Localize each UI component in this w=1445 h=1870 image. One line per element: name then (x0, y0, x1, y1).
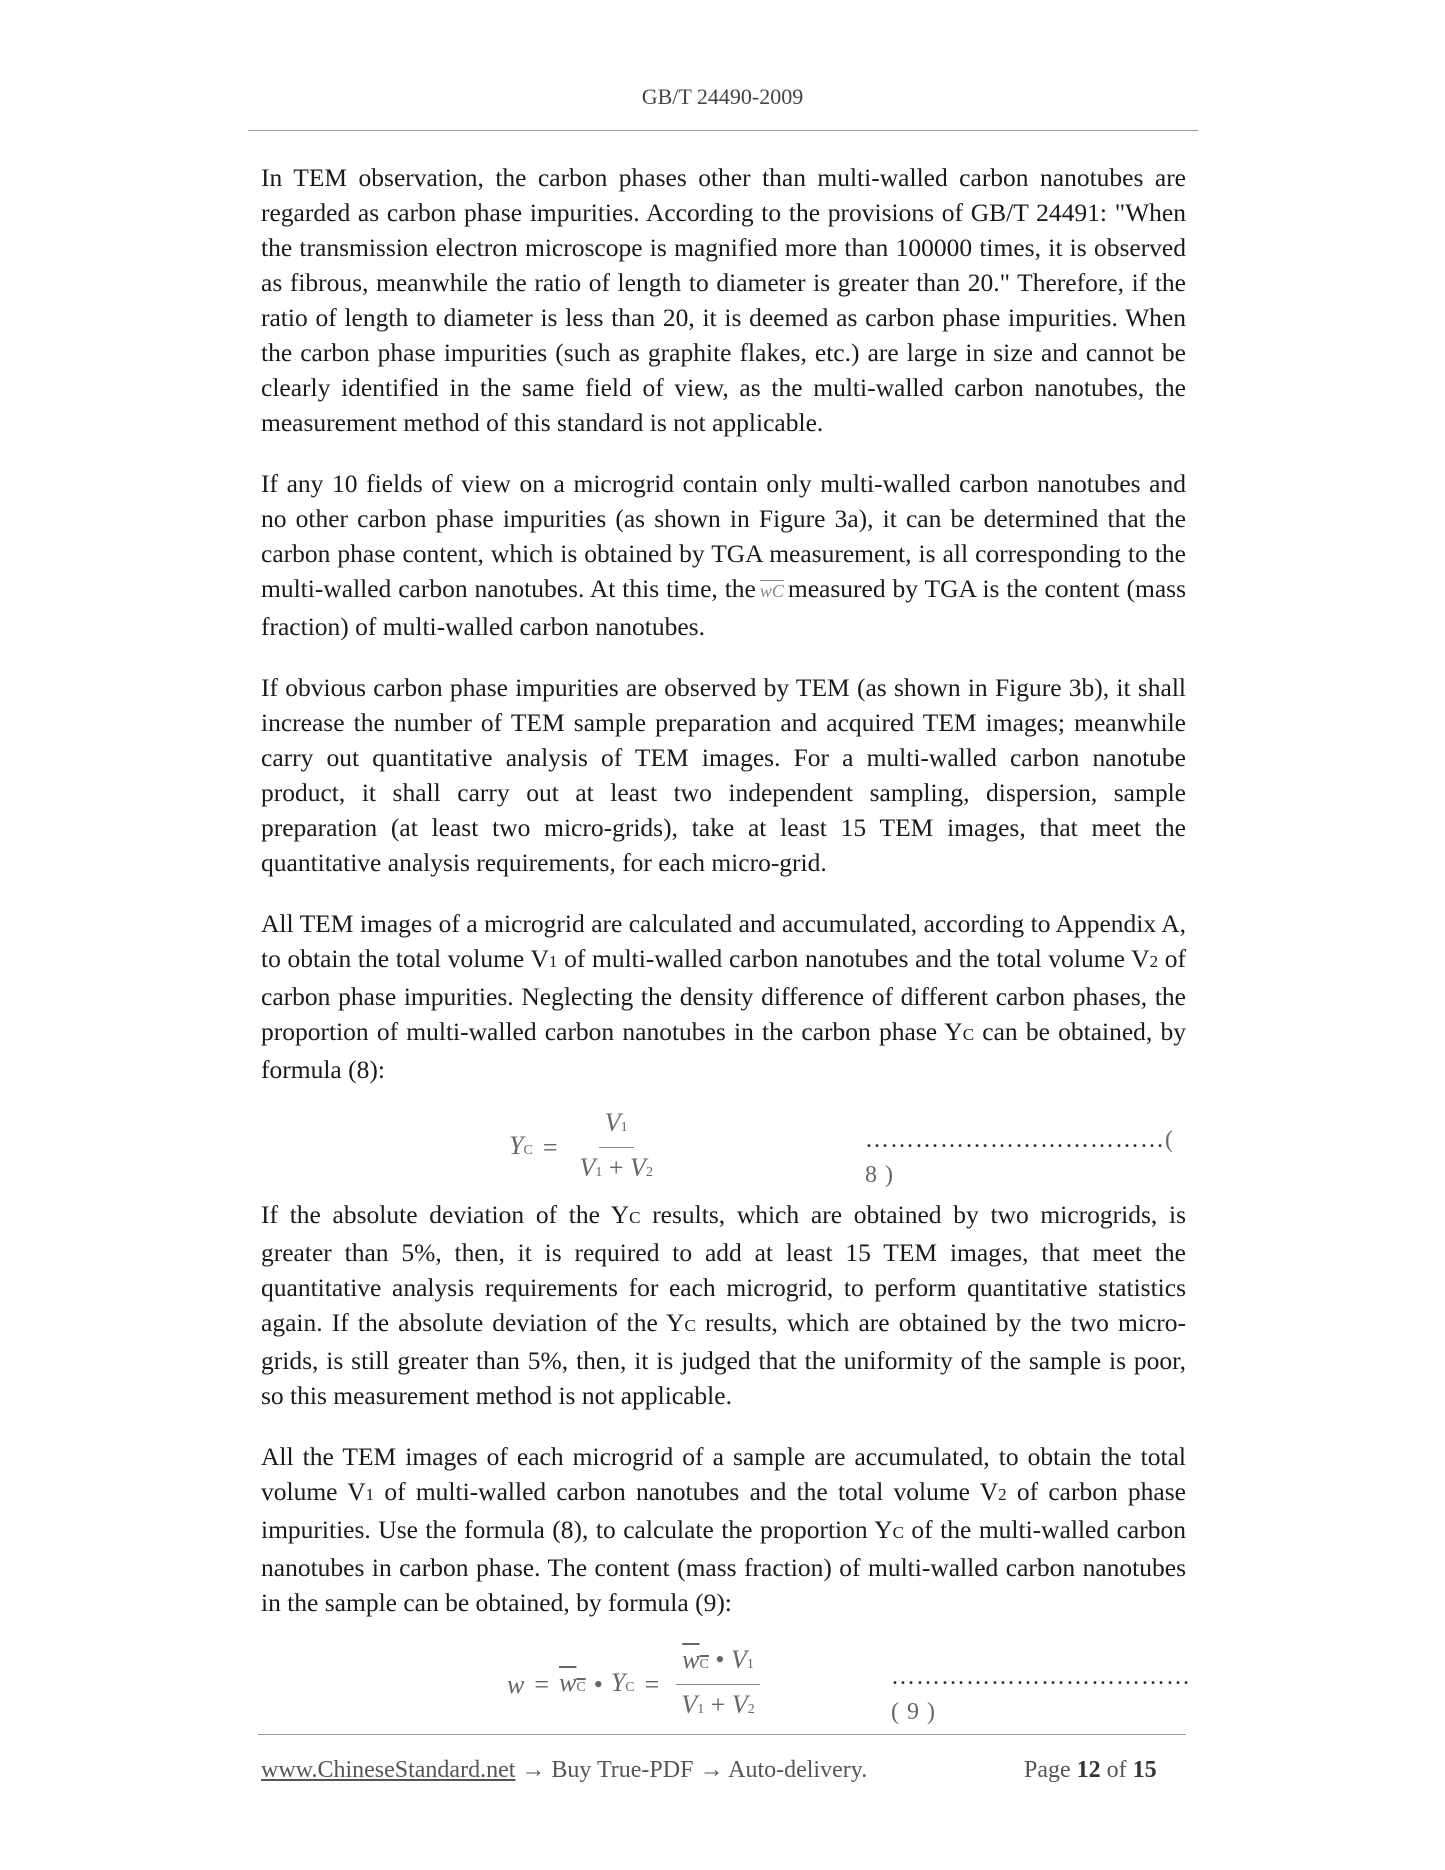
subscript: 2 (998, 1485, 1007, 1504)
subscript: 1 (746, 1657, 754, 1672)
symbol-w: w (507, 1670, 525, 1699)
paragraph-5-text-a: If the absolute deviation of the Y (261, 1200, 630, 1229)
formula-9-row (261, 1642, 1191, 1725)
footer-promo-text: → Buy True-PDF → Auto-delivery. (515, 1757, 868, 1783)
paragraph-5-text-b: results, which are obtained by two microgrids, is greater than 5%, then, it is required to add at least 15 TEM images, that meet the quantitative analysis requirements for each microgrid, to perform quantitative statistics again. If the absolute deviation of the Y (261, 1200, 1186, 1337)
subscript: C (576, 1679, 586, 1695)
dot-leader: ……………………………… (891, 1664, 1191, 1690)
footer-rule (258, 1734, 1186, 1735)
formula-8 (509, 1105, 665, 1190)
equals-sign: = (644, 1670, 660, 1699)
paragraph-4-text-c: of carbon phase impurities. Neglecting the density difference of different carbon phases, the proportion of multi-walled carbon nanotubes in the carbon phase Y (261, 944, 1186, 1046)
equals-sign: = (534, 1670, 550, 1699)
dot-leader: ……………………………… (865, 1127, 1165, 1153)
document-body (261, 160, 1191, 1734)
page-number (1024, 1757, 1157, 1784)
dot-operator: • (593, 1670, 603, 1699)
paragraph-4-text-b: of multi-walled carbon nanotubes and the total volume V (557, 944, 1150, 973)
wc-bar (559, 1665, 586, 1705)
fraction-numerator (599, 1105, 634, 1148)
symbol-w: w (682, 1645, 700, 1674)
paragraph-2 (261, 466, 1186, 644)
subscript: C (523, 1142, 533, 1158)
paragraph-5 (261, 1197, 1186, 1413)
paragraph-4-text-d: can be obtained, by formula (8): (261, 1017, 1186, 1084)
subscript: 2 (1149, 952, 1159, 971)
formula-9 (507, 1642, 767, 1727)
subscript: 2 (747, 1702, 755, 1717)
paragraph-6-text-a: All the TEM images of each microgrid of a sample are accumulated, to obtain the total volume V (261, 1442, 1186, 1506)
fraction-denominator (573, 1148, 658, 1190)
wc-bar (682, 1645, 709, 1674)
wc-symbol: $\overline{wC}$ (759, 581, 784, 601)
paragraph-5-text-c: results, which are obtained by the two micro-grids, is still greater than 5%, then, it is judged that the uniformity of the sample is poor, so this measurement method is not applicable. (261, 1308, 1186, 1410)
symbol-y: Y (610, 1667, 626, 1697)
symbol-v: V (604, 1108, 621, 1137)
of-label: of (1100, 1757, 1133, 1783)
formula-8-row (261, 1105, 1186, 1188)
page-label: Page (1024, 1757, 1077, 1783)
fraction (675, 1642, 760, 1727)
formula-8-lhs (509, 1128, 533, 1168)
formula-8-number (865, 1123, 1186, 1193)
total-pages: 15 (1132, 1757, 1157, 1783)
subscript: C (629, 1208, 641, 1227)
paragraph-4-text-a: All TEM images of a microgrid are calculated and accumulated, according to Appendix A, to obtain the total volume V (261, 909, 1186, 973)
yc (611, 1665, 635, 1705)
symbol-y: Y (509, 1130, 524, 1160)
paragraph-3: If obvious carbon phase impurities are observed by TEM (as shown in Figure 3b), it shall increase the number of TEM sample preparation and acquired TEM images; meanwhile carry out quantitative analysis of TEM images. For a multi-walled carbon nanotube product, it shall carry out at least two independent sampling, dispersion, sample preparation (at least two micro-grids), take at least 15 TEM images, that meet the quantitative analysis requirements, for each micro-grid. (261, 673, 1186, 877)
header-rule (248, 130, 1198, 131)
fraction-numerator (676, 1642, 760, 1685)
symbol-v: V (579, 1153, 596, 1182)
website-link[interactable]: www.ChineseStandard.net (261, 1757, 516, 1783)
symbol-v: V (630, 1153, 646, 1182)
fraction (573, 1105, 658, 1190)
plus-sign: + (704, 1690, 732, 1719)
footer-promo (261, 1757, 867, 1784)
symbol-v: V (731, 1690, 748, 1719)
page-header: GB/T 24490-2009 (641, 84, 804, 109)
plus-sign: + (602, 1153, 631, 1182)
subscript: C (962, 1025, 975, 1044)
subscript: C (699, 1657, 709, 1672)
dot-operator: • (708, 1645, 731, 1674)
paragraph-2-text-b: measured by TGA is the content (mass fraction) of multi-walled carbon nanotubes. (261, 574, 1186, 641)
subscript: 1 (595, 1165, 603, 1180)
symbol-w: w (559, 1667, 577, 1697)
subscript: C (625, 1679, 635, 1695)
paragraph-4 (261, 906, 1186, 1087)
paragraph-6-text-d: of the multi-walled carbon nanotubes in carbon phase. The content (mass fraction) of multi-walled carbon nanotubes in the sample can be obtained, by formula (9): (261, 1515, 1186, 1617)
symbol-v: V (730, 1645, 747, 1674)
subscript: 1 (697, 1702, 705, 1717)
paragraph-6-text-b: of multi-walled carbon nanotubes and the total volume V (374, 1477, 999, 1506)
subscript: 1 (365, 1485, 375, 1504)
subscript: 2 (645, 1165, 653, 1180)
formula-9-number (891, 1660, 1191, 1730)
subscript: C (684, 1316, 696, 1335)
paragraph-2-text-a: If any 10 fields of view on a microgrid contain only multi-walled carbon nanotubes and no other carbon phase impurities (as shown in Figure 3a), it can be determined that the carbon phase content, which is obtained by TGA measurement, is all corresponding to the multi-walled carbon nanotubes. At this time, the (261, 469, 1186, 603)
subscript: 1 (620, 1120, 628, 1135)
equation-number: ( 8 ) (865, 1127, 1174, 1188)
fraction-denominator (675, 1685, 760, 1727)
subscript: 1 (548, 952, 558, 971)
equation-number: ( 9 ) (891, 1699, 936, 1725)
paragraph-1: In TEM observation, the carbon phases other than multi-walled carbon nanotubes are regarded as carbon phase impurities. According to the provisions of GB/T 24491: "When the transmission electron microscope is magnified more than 100000 times, it is observed as fibrous, meanwhile the ratio of length to diameter is greater than 20." Therefore, if the ratio of length to diameter is less than 20, it is deemed as carbon phase impurities. When the carbon phase impurities (such as graphite flakes, etc.) are large in size and cannot be clearly identified in the same field of view, as the multi-walled carbon nanotubes, the measurement method of this standard is not applicable. (261, 163, 1186, 437)
equals-sign: = (542, 1133, 558, 1162)
paragraph-6 (261, 1439, 1186, 1620)
current-page: 12 (1076, 1757, 1101, 1783)
paragraph-6-text-c: of carbon phase impurities. Use the formula (8), to calculate the proportion Y (261, 1477, 1186, 1544)
symbol-v: V (681, 1690, 698, 1719)
subscript: C (892, 1523, 904, 1542)
